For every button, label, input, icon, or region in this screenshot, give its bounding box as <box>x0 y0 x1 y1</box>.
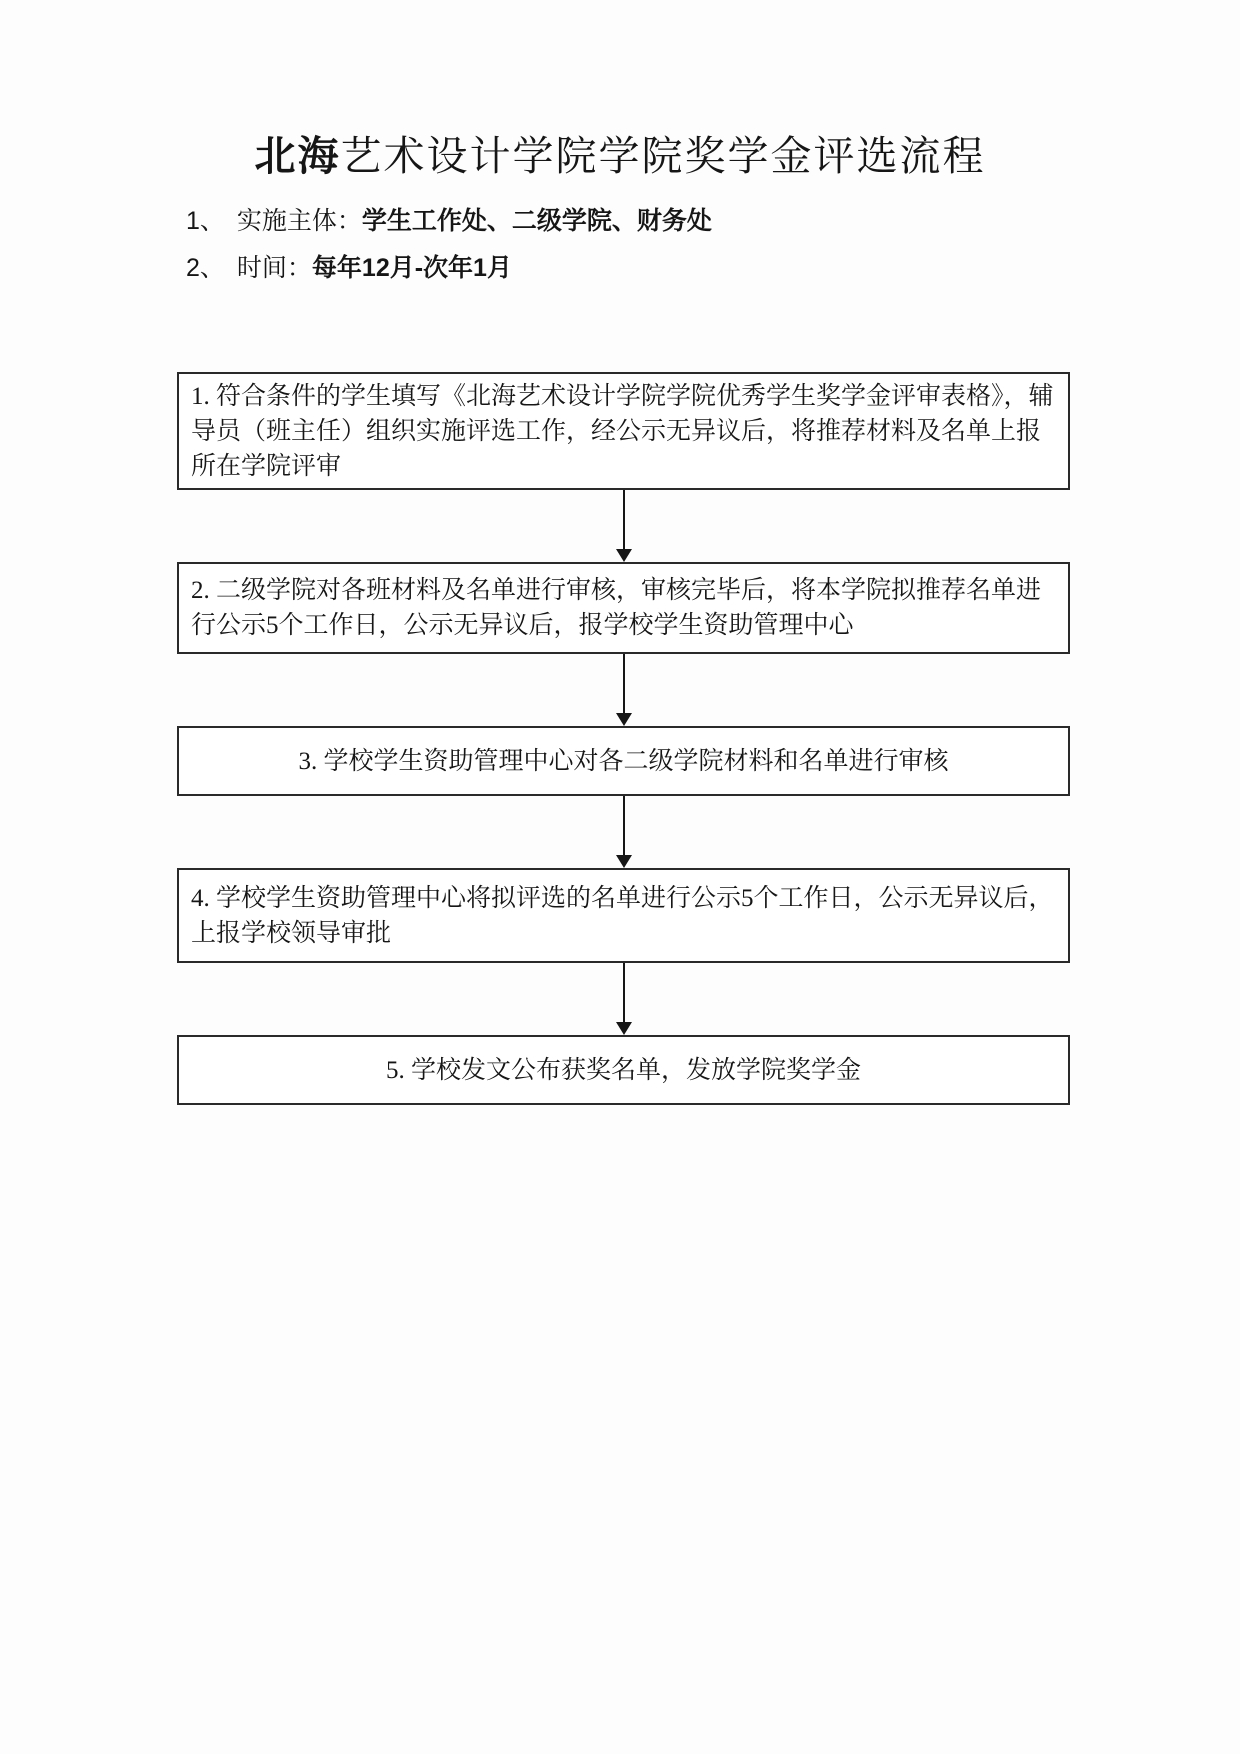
flow-arrow-down-4 <box>177 963 1070 1035</box>
page-title-rest: 艺术设计学院学院奖学金评选流程 <box>340 133 986 180</box>
flow-step-5 <box>177 1035 1070 1105</box>
note-label: 时间： <box>236 254 312 282</box>
note-number: 2、 <box>186 254 225 282</box>
note-label: 实施主体： <box>236 207 362 235</box>
note-value: 每年12月-次年1月 <box>311 254 512 282</box>
notes-list <box>186 206 712 300</box>
flow-step-2-text: 2. 二级学院对各班材料及名单进行审核，审核完毕后，将本学院拟推荐名单进行公示5个工作日，公示无异议后，报学校学生资助管理中心 <box>191 577 1042 639</box>
flow-arrow-down-1 <box>177 490 1070 562</box>
arrow-line <box>623 654 625 713</box>
flow-step-5-text: 5. 学校发文公布获奖名单，发放学院奖学金 <box>385 1056 861 1084</box>
flow-step-3-text: 3. 学校学生资助管理中心对各二级学院材料和名单进行审核 <box>298 747 949 775</box>
note-value: 学生工作处、二级学院、财务处 <box>361 207 712 235</box>
flowchart <box>177 372 1070 1105</box>
note-item-time <box>186 253 712 283</box>
flow-step-1-text: 1. 符合条件的学生填写《北海艺术设计学院学院优秀学生奖学金评审表格》，辅导员（班主任）组织实施评选工作，经公示无异议后，将推荐材料及名单上报所在学院评审 <box>191 382 1054 480</box>
flow-arrow-down-2 <box>177 654 1070 726</box>
arrow-down-icon <box>616 1022 632 1035</box>
flow-step-3 <box>177 726 1070 796</box>
arrow-down-icon <box>616 549 632 562</box>
arrow-down-icon <box>616 713 632 726</box>
arrow-down-icon <box>616 855 632 868</box>
flow-step-4 <box>177 868 1070 963</box>
arrow-line <box>623 963 625 1022</box>
page-title-emphasis: 北海 <box>254 133 341 180</box>
flow-step-1 <box>177 372 1070 490</box>
arrow-line <box>623 490 625 549</box>
arrow-line <box>623 796 625 855</box>
flow-arrow-down-3 <box>177 796 1070 868</box>
flow-step-4-text: 4. 学校学生资助管理中心将拟评选的名单进行公示5个工作日，公示无异议后，上报学校领导审批 <box>191 884 1054 947</box>
flow-step-2 <box>177 562 1070 654</box>
note-item-subject <box>186 206 712 236</box>
note-number: 1、 <box>186 207 225 235</box>
page-title <box>0 123 1240 182</box>
